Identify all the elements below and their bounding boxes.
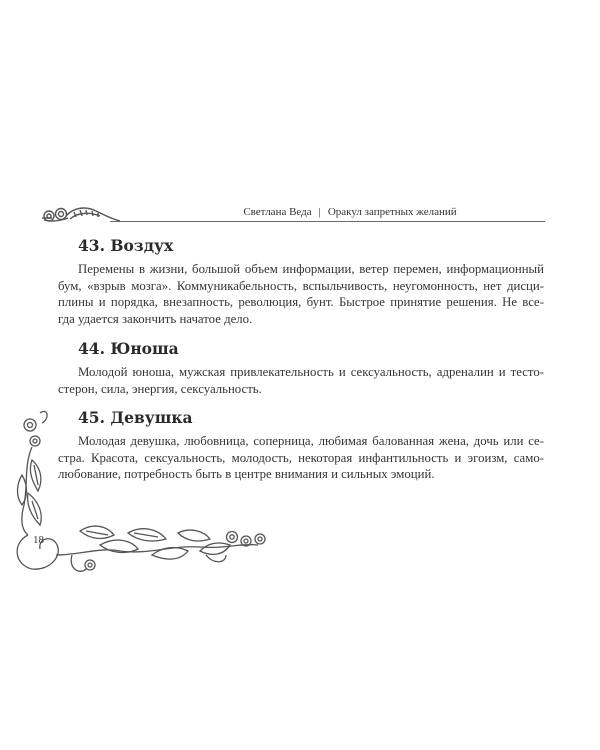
page-number: 18 bbox=[33, 534, 44, 546]
text-line: стра. Красота, сексуальность, молодость, некоторая инфантильность и эгоизм, само- bbox=[58, 450, 544, 465]
section-title: 43. Воздух bbox=[78, 236, 174, 255]
footer-vine-ornament-icon bbox=[10, 405, 280, 585]
text-line: Молодая девушка, любовница, соперница, любимая балованная жена, дочь или се- bbox=[78, 434, 544, 448]
section-body bbox=[58, 364, 544, 397]
header-book-title: Оракул запретных желаний bbox=[327, 206, 457, 218]
text-line: стерон, сила, энергия, сексуальность. bbox=[58, 381, 262, 396]
section-body bbox=[58, 261, 544, 327]
running-head bbox=[150, 206, 550, 218]
header-author: Светлана Веда bbox=[243, 206, 312, 218]
text-line: плины и порядка, внезапность, революция, бунт. Быстрое принятие решения. Не все- bbox=[58, 295, 544, 309]
text-line: Молодой юноша, мужская привлекательность и сексуальность, адреналин и тесто- bbox=[78, 365, 544, 379]
section-title: 44. Юноша bbox=[78, 339, 179, 358]
header-separator: | bbox=[318, 206, 321, 218]
header-rule bbox=[110, 221, 545, 222]
text-line: бум, «взрыв мозга». Коммуникабельность, вспыльчивость, неугомонность, нет дисци- bbox=[58, 278, 544, 293]
text-line: гда удается закончить начатое дело. bbox=[58, 311, 253, 326]
section-44 bbox=[58, 339, 544, 397]
header-scroll-ornament-icon bbox=[40, 203, 120, 225]
text-line: любование, потребность быть в центре внимания и сильных эмоций. bbox=[58, 467, 435, 481]
section-43 bbox=[58, 236, 544, 327]
text-line: Перемены в жизни, большой объем информации, ветер перемен, информационный bbox=[78, 262, 544, 276]
section-title: 45. Девушка bbox=[78, 408, 193, 427]
